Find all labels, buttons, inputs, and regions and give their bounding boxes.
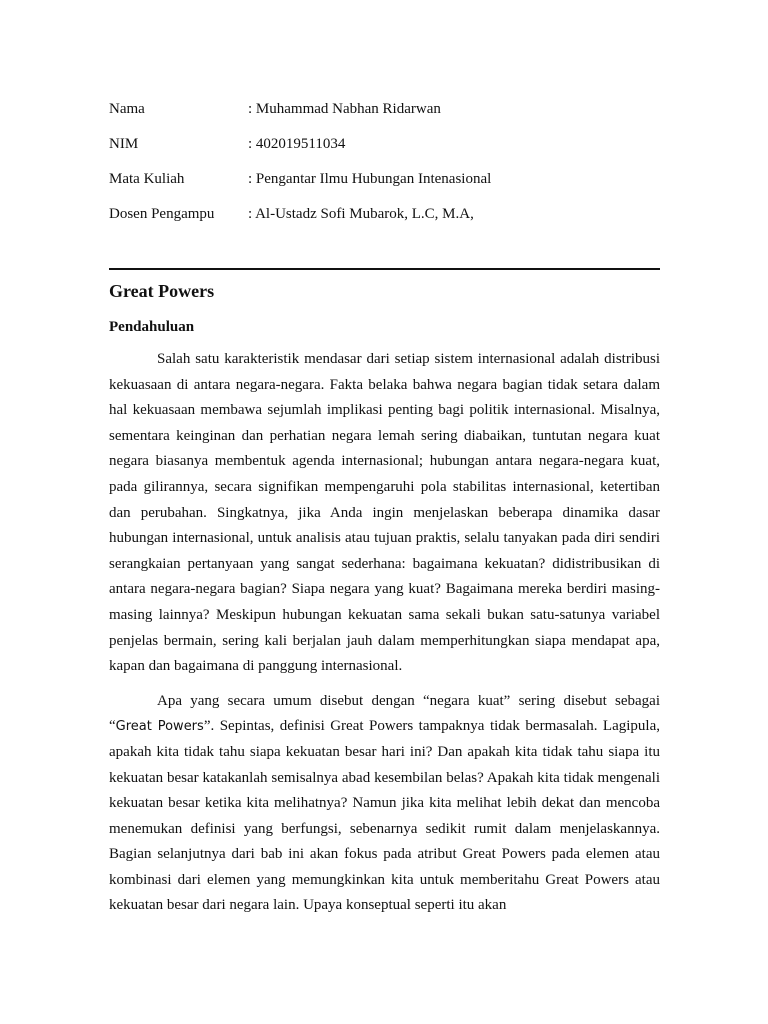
- info-value: : Pengantar Ilmu Hubungan Intenasional: [248, 171, 492, 187]
- info-row-lecturer: [109, 206, 669, 241]
- info-label: NIM: [109, 136, 139, 152]
- paragraph: [109, 689, 660, 919]
- info-label: Mata Kuliah: [109, 171, 185, 187]
- info-value: : Muhammad Nabhan Ridarwan: [248, 101, 441, 117]
- section-heading: Pendahuluan: [109, 319, 195, 335]
- quoted-term: Great Powers: [115, 719, 204, 735]
- info-label: Nama: [109, 101, 145, 117]
- horizontal-divider: [109, 268, 660, 270]
- info-value: : 402019511034: [248, 136, 346, 152]
- document-title: Great Powers: [109, 281, 215, 301]
- paragraph-text: Apa yang secara umum disebut dengan “negara kuat” sering disebut sebagai “: [109, 692, 660, 735]
- body-text: [109, 347, 660, 919]
- info-value: : Al-Ustadz Sofi Mubarok, L.C, M.A,: [248, 206, 474, 222]
- info-row-course: [109, 171, 669, 206]
- info-row-nim: [109, 136, 669, 171]
- info-label: Dosen Pengampu: [109, 206, 215, 222]
- student-info: [109, 101, 669, 241]
- paragraph-text: ”. Sepintas, definisi Great Powers tampaknya tidak bermasalah. Lagipula, apakah kita tidak tahu siapa kekuatan besar hari ini? Dan apakah kita tidak tahu siapa itu kekuatan besar katakanlah semisalnya abad kesembilan belas? Apakah kita tidak mengenali kekuatan besar ketika kita melihatnya? Namun jika kita melihat lebih dekat dan mencoba menemukan definisi yang berfungsi, sebenarnya sedikit rumit dalam menjelaskannya. Bagian selanjutnya dari bab ini akan fokus pada atribut Great Powers pada elemen atau kombinasi dari elemen yang memungkinkan kita untuk memberitahu Great Powers atau kekuatan besar dari negara lain. Upaya konseptual seperti itu akan: [109, 718, 661, 914]
- paragraph: Salah satu karakteristik mendasar dari setiap sistem internasional adalah distribusi kekuasaan di antara negara-negara. Fakta belaka bahwa negara bagian tidak setara dalam hal kekuasaan membawa sejumlah implikasi penting bagi politik internasional. Misalnya, sementara keinginan dan perhatian negara lemah sering diabaikan, tuntutan negara kuat negara biasanya membentuk agenda internasional; hubungan antara negara-negara kuat, pada gilirannya, secara signifikan mempengaruhi pola stabilitas internasional, ketertiban dan perubahan. Singkatnya, jika Anda ingin menjelaskan beberapa dinamika dasar hubungan internasional, untuk analisis atau tujuan praktis, selalu tanyakan pada diri sendiri serangkaian pertanyaan yang sangat sederhana: bagaimana kekuatan? didistribusikan di antara negara-negara bagian? Siapa negara yang kuat? Bagaimana mereka berdiri masing-masing lainnya? Meskipun hubungan kekuatan sama sekali bukan satu-satunya variabel penjelas bermain, sering kali berjalan jauh dalam memperhitungkan siapa mendapat apa, kapan dan bagaimana di panggung internasional.: [109, 351, 660, 675]
- info-row-name: [109, 101, 669, 136]
